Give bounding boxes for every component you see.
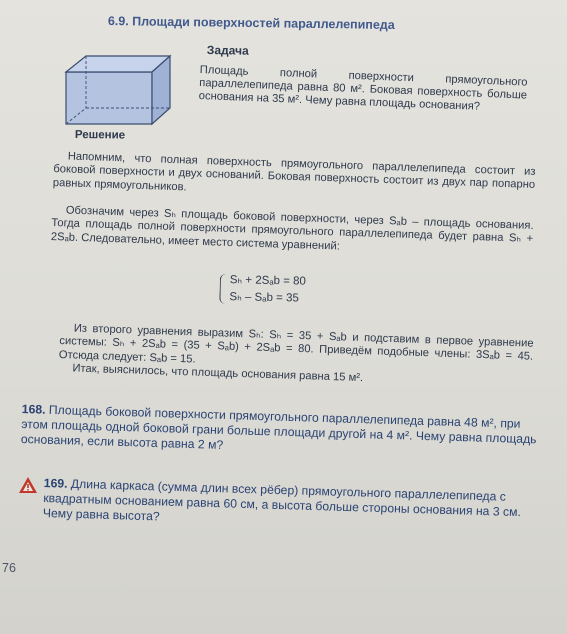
task-text: Площадь полной поверхности прямоугольного параллелепипеда равна 80 м². Боковая поверхность больше основания на 35 м². Чему равна площадь основания? [198, 64, 528, 114]
page-number: 76 [2, 561, 16, 575]
paragraph-text: Из второго уравнения выразим Sₕ: Sₕ = 35 + Sₐb и подставим в первое уравнение системы: Sₕ + 2Sₐb = (35 + Sₐb) + 2Sₐb = 80. Приведём подобные члены: 3Sₐb = 45. Отсюда следует: Sₐb = 15. [58, 322, 534, 366]
solution-paragraph-1 [53, 150, 536, 206]
problem-number: 169. [43, 476, 68, 491]
paragraph-text: Напомним, что полная поверхность прямоугольного параллелепипеда состоит из боковой поверхности и двух оснований. Боковая поверхность состоит из двух пар попарно равных прямоугольников. [52, 150, 536, 194]
problem-169 [43, 476, 540, 536]
equation-2: Sₕ – Sₐb = 35 [229, 291, 299, 305]
equation-system [225, 272, 306, 308]
equation-1: Sₕ + 2Sₐb = 80 [229, 274, 307, 288]
solution-paragraph-2 [51, 204, 534, 260]
task-heading: Задача [206, 43, 249, 58]
paragraph-text: Итак, выяснилось, что площадь основания равна 15 м². [72, 362, 364, 385]
section-title: 6.9. Площади поверхностей параллелепипеда [107, 14, 395, 33]
solution-heading: Решение [74, 129, 126, 142]
problem-text: Длина каркаса (сумма длин всех рёбер) прямоугольного параллелепипеда с квадратным основанием равна 60 см, а высота больше стороны основания на 3 см. Чему равна высота? [42, 476, 522, 524]
solution-paragraph-3 [58, 322, 534, 391]
brace-icon [219, 274, 227, 304]
parallelepiped-figure [62, 52, 172, 128]
problem-168 [21, 402, 538, 462]
paragraph-text: Обозначим через Sₕ площадь боковой поверхности, через Sₐb – площадь основания. Тогда площадь полной поверхности прямоугольного параллелепипеда будет равна Sₕ + 2Sₐb. Следовательно, имеет место система уравнений: [50, 204, 534, 253]
problem-number: 168. [21, 402, 46, 417]
warning-icon [18, 475, 38, 495]
problem-text: Площадь боковой поверхности прямоугольного параллелепипеда равна 48 м², при этом площадь одной боковой грани больше площади другой на 4 м². Чему равна площадь основания, если высота равна 2 м? [20, 402, 537, 452]
